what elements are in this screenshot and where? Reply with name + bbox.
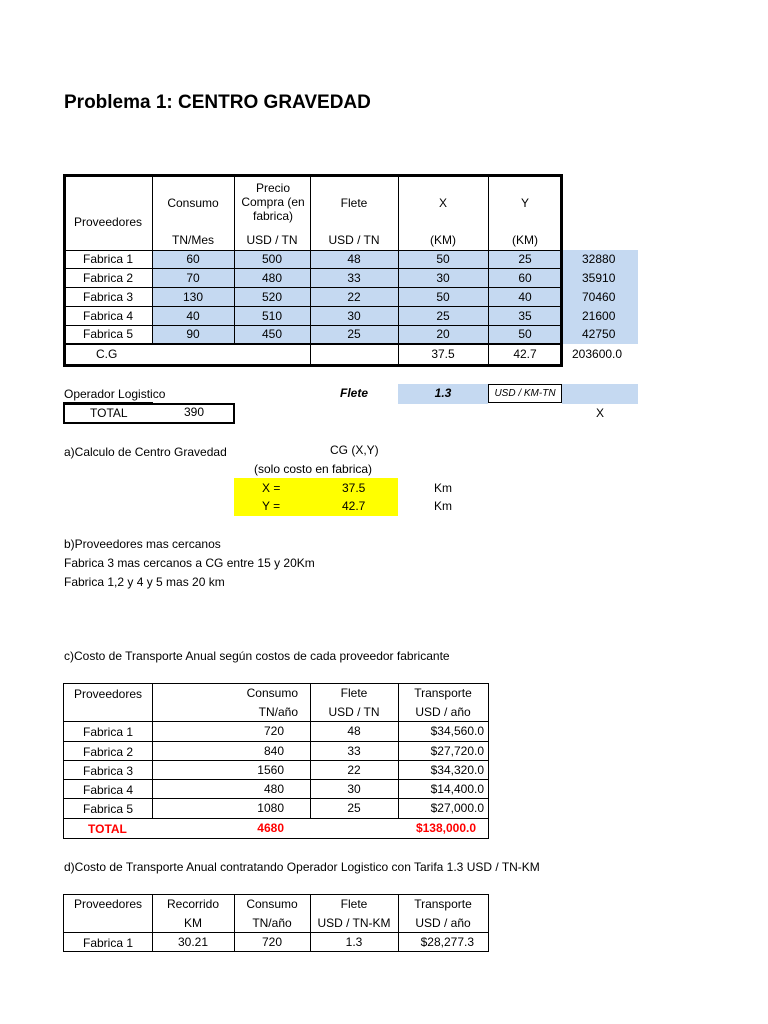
section-a-x-value: 37.5 [342,481,366,495]
table-cell: 22 [347,763,361,777]
section-d-title: d)Costo de Transporte Anual contratando Operador Logistico con Tarifa 1.3 USD / TN-KM [64,860,540,874]
d-header-consumo: Consumo [246,897,298,911]
table-cell: 35910 [582,271,616,285]
table-row-name: Fabrica 1 [82,725,134,739]
cg-x-value: 37.5 [431,347,455,361]
cg-total-value: 203600.0 [572,347,623,361]
table-cell: 25 [347,801,361,815]
c-total-consumo: 4680 [257,821,284,835]
table-cell: 40 [186,309,200,323]
d-header-recorrido: Recorrido [166,897,220,911]
table-cell: 22 [347,290,361,304]
table-cell: $27,000.0 [430,801,484,815]
table-cell: 42750 [582,327,616,341]
c-header-proveedores: Proveedores [73,687,143,701]
section-a-title: a)Calculo de Centro Gravedad [64,445,227,459]
table-cell: 50 [436,290,450,304]
table-cell: 720 [261,935,283,949]
table-cell: 50 [436,252,450,266]
table-cell: 20 [436,327,450,341]
flete-unit-highlight [562,384,638,404]
table-cell: 1.3 [345,935,363,949]
table-cell: 30.21 [177,935,209,949]
table-row-name: Fabrica 2 [82,271,134,285]
table-cell: 25 [347,327,361,341]
operador-flete-value: 1.3 [434,386,452,400]
c-unit-flete: USD / TN [328,705,380,719]
table-row-name: Fabrica 2 [82,745,134,759]
table-cell: 60 [518,271,532,285]
table-cell: 840 [263,744,284,758]
table-cell: 510 [261,309,283,323]
col-header-consumo: Consumo [167,196,219,210]
table-cell: 70460 [582,290,616,304]
d-unit-flete: USD / TN-KM [317,916,391,930]
table-row-name: Fabrica 3 [82,290,134,304]
d-header-flete: Flete [340,897,368,911]
section-a-note: (solo costo en fabrica) [254,462,373,476]
table-cell: 25 [436,309,450,323]
section-c-title: c)Costo de Transporte Anual según costos de cada proveedor fabricante [64,649,450,663]
operador-total-label: TOTAL [90,406,128,420]
section-a-cg-label: CG (X,Y) [330,443,379,457]
table-row-name: Fabrica 4 [82,309,134,323]
section-b-line2: Fabrica 1,2 y 4 y 5 mas 20 km [64,575,225,589]
table-cell: 40 [518,290,532,304]
d-unit-transporte: USD / año [415,916,471,930]
table-cell: 35 [518,309,532,323]
table-cell: 33 [347,271,361,285]
unit-x: (KM) [430,233,456,247]
section-a-x-label: X = [262,481,281,495]
table-cell: 48 [347,252,361,266]
unit-precio: USD / TN [246,233,298,247]
c-header-transporte: Transporte [414,686,472,700]
table-cell: 25 [518,252,532,266]
table-row-name: Fabrica 1 [82,936,134,950]
table-cell: 70 [186,271,200,285]
table-cell: $27,720.0 [430,744,484,758]
table-cell: 30 [347,782,361,796]
table-cell: 450 [261,327,283,341]
table-cell: 30 [347,309,361,323]
table-cell: $34,560.0 [430,724,484,738]
c-total-transporte: $138,000.0 [415,821,476,835]
table-cell: 1080 [257,801,284,815]
table-cell: 720 [263,724,284,738]
c-unit-consumo: TN/año [258,705,298,719]
section-b-title: b)Proveedores mas cercanos [64,537,221,551]
page-title: Problema 1: CENTRO GRAVEDAD [64,92,371,113]
table-row-name: Fabrica 4 [82,783,134,797]
section-a-y-value: 42.7 [342,499,366,513]
section-b-line1: Fabrica 3 mas cercanos a CG entre 15 y 20Km [64,556,315,570]
unit-consumo: TN/Mes [172,233,214,247]
table-cell: 60 [186,252,200,266]
section-a-x-unit: Km [434,481,452,495]
c-unit-transporte: USD / año [415,705,471,719]
table-cell: 130 [182,290,204,304]
unit-flete: USD / TN [328,233,380,247]
table-cell: 48 [347,724,361,738]
d-unit-consumo: TN/año [252,916,292,930]
total-box [63,403,235,424]
col-header-precio: Precio Compra (en fabrica) [241,181,305,223]
table-cell: 30 [436,271,450,285]
table-cell: 520 [261,290,283,304]
table-cell: 33 [347,744,361,758]
operador-total-value: 390 [184,405,205,419]
table-cell: 480 [263,782,284,796]
table-cell: $14,400.0 [430,782,484,796]
d-header-transporte: Transporte [414,897,472,911]
table-cell: 50 [518,327,532,341]
operador-label: Operador Logistico [64,387,166,401]
unit-y: (KM) [512,233,538,247]
c-total-label: TOTAL [88,822,127,836]
table-row-name: Fabrica 5 [82,327,134,341]
table-cell: $28,277.3 [420,935,474,949]
cg-label: C.G [96,347,118,361]
col-header-flete: Flete [340,196,368,210]
table-cell: 32880 [582,252,616,266]
table-cell: 1560 [257,763,284,777]
cg-result-highlight [234,478,398,516]
table-row-name: Fabrica 5 [82,802,134,816]
operador-flete-label: Flete [340,386,369,400]
table-cell: 500 [261,252,283,266]
operador-flete-unit: USD / KM-TN [494,388,556,399]
operador-x-label: X [596,406,605,420]
c-header-flete: Flete [340,686,368,700]
col-header-y: Y [520,196,529,210]
d-header-proveedores: Proveedores [73,897,143,911]
cg-y-value: 42.7 [513,347,537,361]
table-cell: $34,320.0 [430,763,484,777]
table-row-name: Fabrica 1 [82,252,134,266]
table-cell: 21600 [582,309,616,323]
col-header-proveedores: Proveedores [73,215,143,229]
col-header-x: X [438,196,447,210]
d-unit-recorrido: KM [184,916,202,930]
table-row-name: Fabrica 3 [82,764,134,778]
section-a-y-unit: Km [434,499,452,513]
section-a-y-label: Y = [262,499,281,513]
table-cell: 90 [186,327,200,341]
table-cell: 480 [261,271,283,285]
c-header-consumo: Consumo [246,686,298,700]
